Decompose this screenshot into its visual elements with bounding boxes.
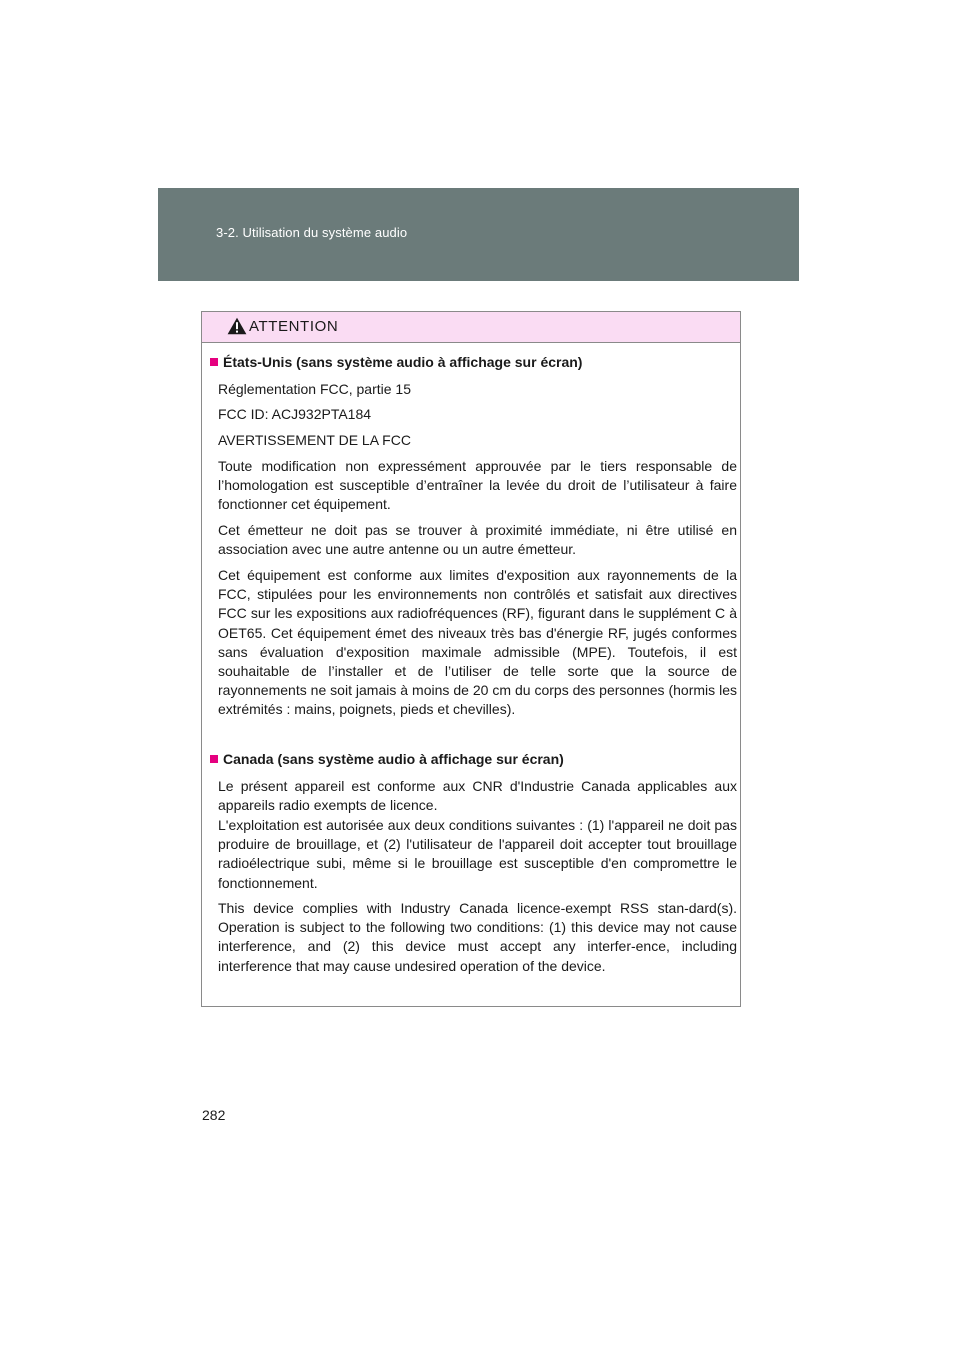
caution-header (202, 312, 740, 343)
section-heading-canada (210, 751, 564, 767)
caution-title: ATTENTION (249, 318, 339, 335)
paragraph: This device complies with Industry Canada licence-exempt RSS stan-dard(s). Operation is subject to the following two conditions: (1) this device may not cause interference, and (2) this device must accept any interfer-ence, including interference that may cause undesired operation of the device. (218, 900, 737, 974)
caution-box (201, 311, 741, 1007)
paragraph: Le présent appareil est conforme aux CNR d'Industrie Canada applicables aux appareils radio exempts de licence. (218, 778, 737, 814)
paragraph: AVERTISSEMENT DE LA FCC (218, 432, 411, 448)
paragraph: Cet émetteur ne doit pas se trouver à proximité immédiate, ni être utilisé en association avec une autre antenne ou un autre émetteur. (218, 522, 737, 558)
paragraph: Cet équipement est conforme aux limites d'exposition aux rayonnements de la FCC, stipulées pour les environnements non contrôlés et satisfait aux directives FCC sur les expositions aux radiofréquences (RF), figurant dans le supplément C à OET65. Cet équipement émet des niveaux très bas d'énergie RF, jugés conformes sans évaluation d'exposition maximale admissible (MPE). Toutefois, il est souhaitable de l’installer et de l’utiliser de telle sorte que la source de rayonnements ne soit jamais à moins de 20 cm du corps des personnes (hormis les extrémités : mains, poignets, pieds et chevilles). (218, 567, 737, 718)
paragraph: Réglementation FCC, partie 15 (218, 381, 411, 397)
bullet-square-icon (210, 755, 218, 763)
section-heading-text: Canada (sans système audio à affichage sur écran) (223, 751, 564, 767)
paragraph: FCC ID: ACJ932PTA184 (218, 406, 372, 422)
paragraph: Toute modification non expressément approuvée par le tiers responsable de l’homologation est susceptible d’entraîner la levée du droit de l’utilisateur à faire fonctionner cet équipement. (218, 458, 737, 513)
paragraph: L'exploitation est autorisée aux deux conditions suivantes : (1) l'appareil ne doit pas produire de brouillage, et (2) l'utilisateur de l'appareil doit accepter tout brouillage radioélectrique subi, même si le brouillage est susceptible d'en compromettre le fonctionnement. (218, 817, 737, 891)
warning-triangle-icon (227, 317, 247, 335)
section-header-band (158, 188, 799, 281)
section-heading-usa (210, 354, 582, 370)
bullet-square-icon (210, 358, 218, 366)
page-number: 282 (202, 1107, 226, 1123)
section-title: 3-2. Utilisation du système audio (216, 225, 408, 240)
section-heading-text: États-Unis (sans système audio à affichage sur écran) (223, 354, 583, 370)
